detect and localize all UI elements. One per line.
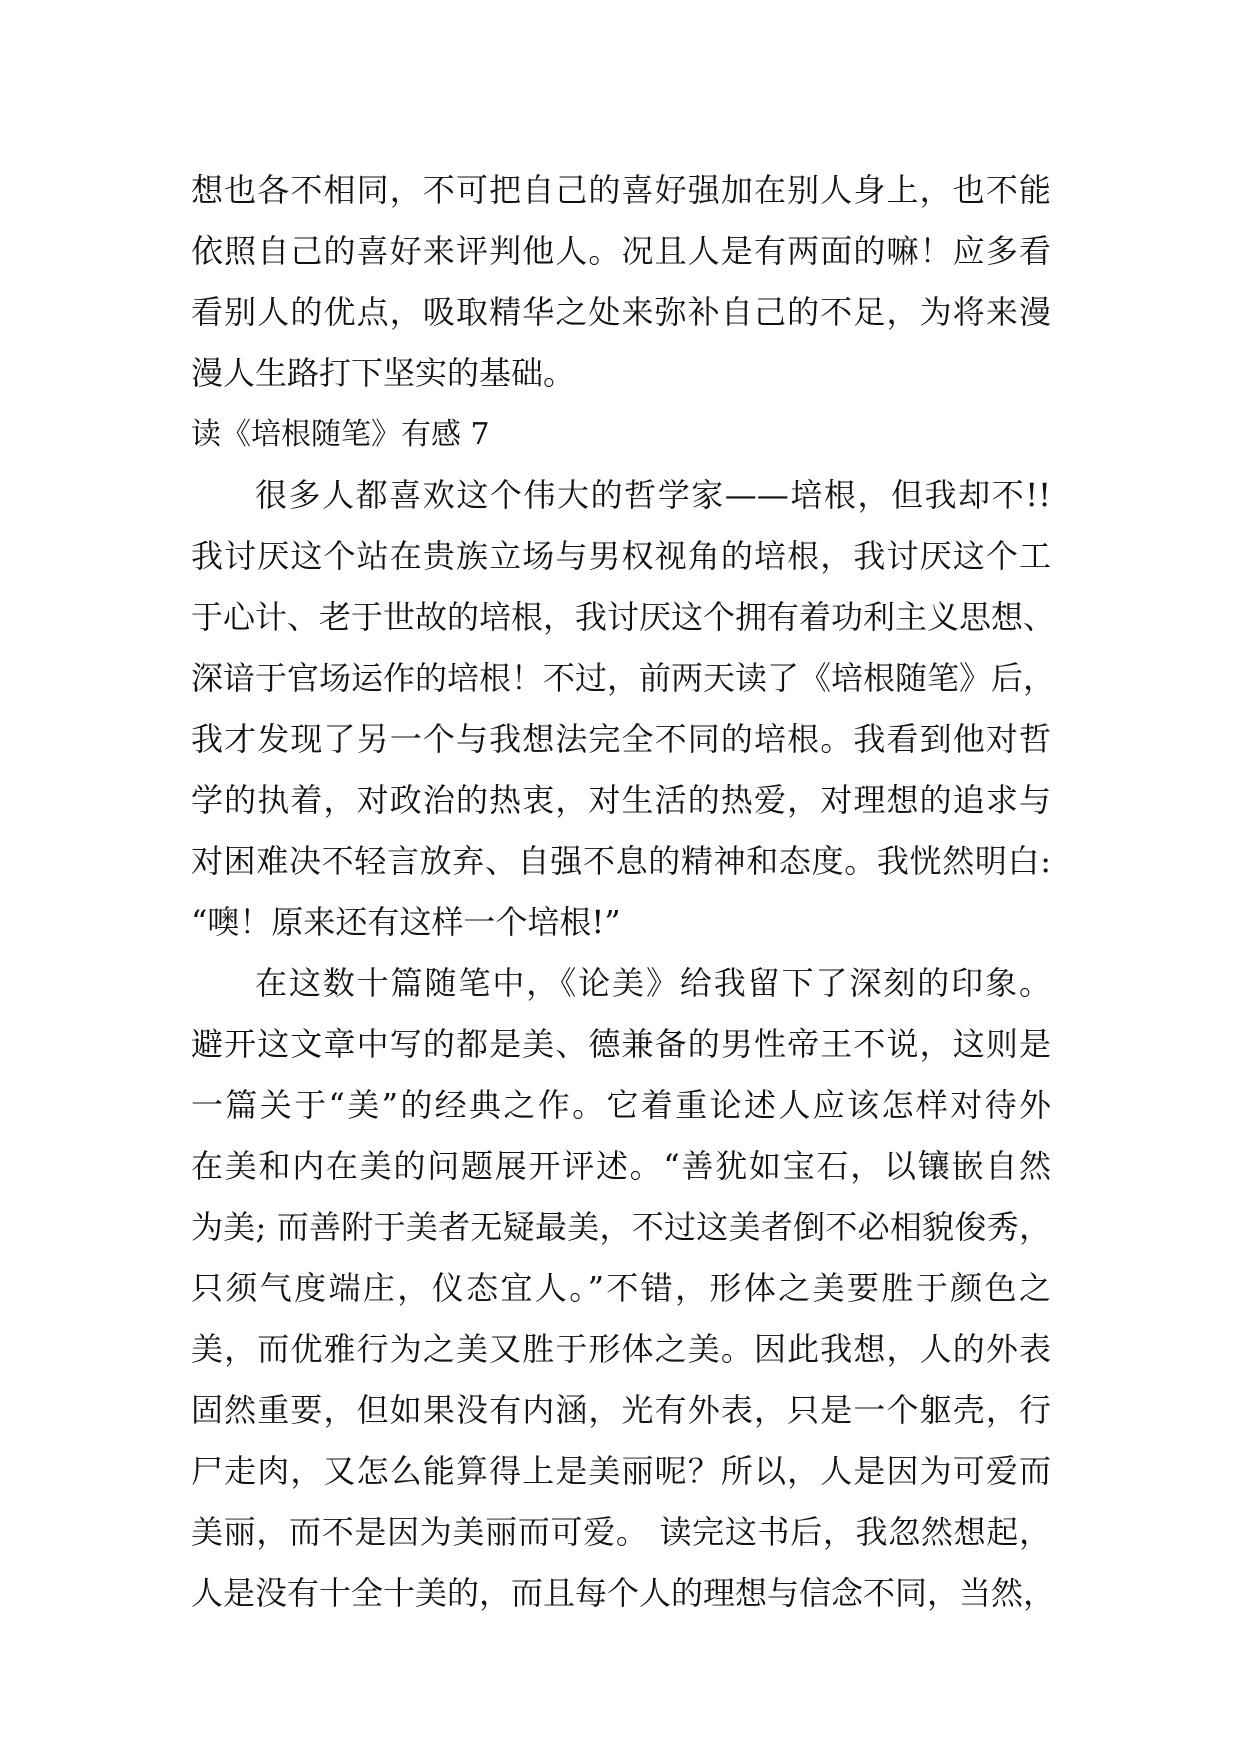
text-line: 避开这文章中写的都是美、德兼备的男性帝王不说，这则是 [191, 1025, 1051, 1063]
text-line: 为美; 而善附于美者无疑最美，不过这美者倒不必相貌俊秀， [191, 1208, 1051, 1246]
paragraph-intro [191, 160, 1051, 404]
text-line: 在这数十篇随笔中，《论美》给我留下了深刻的印象。 [255, 964, 1051, 1002]
section-title: 读《培根随笔》有感 7 [191, 417, 490, 452]
text-line: 固然重要，但如果没有内涵，光有外表，只是一个躯壳，行 [191, 1391, 1051, 1429]
text-line: 对困难决不轻言放弃、自强不息的精神和态度。我恍然明白: [191, 842, 1051, 880]
text-line: 尸走肉，又怎么能算得上是美丽呢？所以，人是因为可爱而 [191, 1452, 1051, 1490]
text-line: 学的执着，对政治的热衷，对生活的热爱，对理想的追求与 [191, 781, 1051, 819]
text-line: 我讨厌这个站在贵族立场与男权视角的培根，我讨厌这个工 [191, 537, 1051, 575]
paragraph-1 [191, 465, 1056, 953]
text-line: 美，而优雅行为之美又胜于形体之美。因此我想，人的外表 [191, 1330, 1051, 1368]
text-line: 人是没有十全十美的，而且每个人的理想与信念不同，当然， [191, 1574, 1056, 1612]
text-line: 深谙于官场运作的培根！不过，前两天读了《培根随笔》后， [191, 659, 1056, 697]
text-line: 于心计、老于世故的培根，我讨厌这个拥有着功利主义思想、 [191, 598, 1056, 636]
text-line: 美丽，而不是因为美丽而可爱。 读完这书后，我忽然想起， [191, 1513, 1051, 1551]
text-line: 漫人生路打下坚实的基础。 [191, 354, 576, 392]
text-line: 在美和内在美的问题展开评述。“善犹如宝石，以镶嵌自然 [191, 1147, 1051, 1185]
text-line: 依照自己的喜好来评判他人。况且人是有两面的嘛！应多看 [191, 232, 1051, 270]
text-line: 看别人的优点，吸取精华之处来弥补自己的不足，为将来漫 [191, 293, 1051, 331]
text-line: 很多人都喜欢这个伟大的哲学家——培根，但我却不!! [255, 476, 1051, 514]
text-line: 想也各不相同，不可把自己的喜好强加在别人身上，也不能 [191, 171, 1051, 209]
text-line: 一篇关于“美”的经典之作。它着重论述人应该怎样对待外 [191, 1086, 1051, 1124]
text-line: “噢！原来还有这样一个培根!” [191, 903, 621, 941]
document-page [191, 160, 1056, 1624]
paragraph-2 [191, 953, 1056, 1624]
text-line: 只须气度端庄，仪态宜人。”不错，形体之美要胜于颜色之 [191, 1269, 1051, 1307]
text-line: 我才发现了另一个与我想法完全不同的培根。我看到他对哲 [191, 720, 1051, 758]
